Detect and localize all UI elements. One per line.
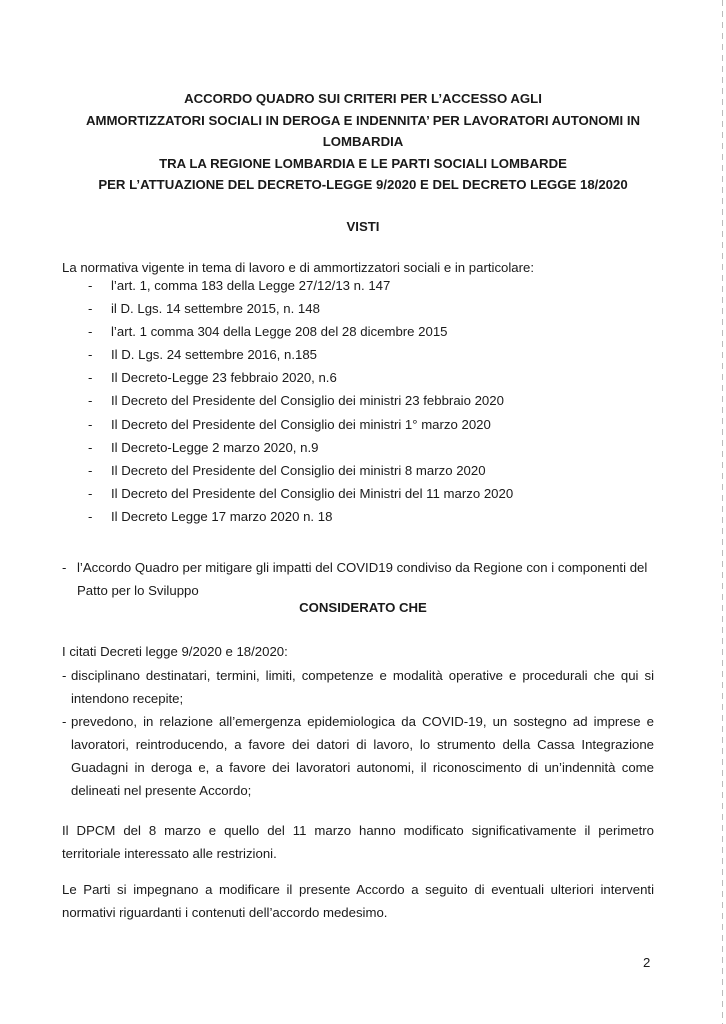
list-item-text: Il Decreto del Presidente del Consiglio dei ministri 8 marzo 2020 [111, 462, 486, 478]
bullet-dash: - [88, 416, 93, 432]
list-item-text: l’art. 1, comma 183 della Legge 27/12/13 n. 147 [111, 278, 391, 293]
list-item [88, 505, 513, 528]
bullet-dash: - [88, 508, 93, 524]
item-dash: - [62, 560, 67, 575]
list-item-text: Il Decreto del Presidente del Consiglio dei ministri 23 febbraio 2020 [111, 393, 504, 409]
bullet-dash: - [88, 347, 93, 363]
list-item-text: Il Decreto del Presidente del Consiglio dei ministri 1° marzo 2020 [111, 416, 491, 432]
title-line: TRA LA REGIONE LOMBARDIA E LE PARTI SOCIALI LOMBARDE [159, 155, 567, 171]
item-dash: - [62, 714, 67, 729]
list-item-text: il D. Lgs. 14 settembre 2015, n. 148 [111, 301, 320, 317]
list-item-text: Il Decreto Legge 17 marzo 2020 n. 18 [111, 508, 333, 524]
list-item [88, 459, 513, 482]
list-item-text: Il Decreto del Presidente del Consiglio dei Ministri del 11 marzo 2020 [111, 485, 514, 501]
bullet-dash: - [88, 324, 93, 340]
list-item-text: Il Decreto-Legge 2 marzo 2020, n.9 [111, 439, 319, 455]
title-line: LOMBARDIA [322, 134, 404, 150]
considerato-item [62, 710, 654, 802]
list-item [88, 320, 513, 343]
scan-edge-line [722, 0, 723, 1024]
considerato-item [62, 664, 654, 710]
list-item-text: l’art. 1 comma 304 della Legge 208 del 28 dicembre 2015 [111, 324, 448, 340]
accordo-item-block [62, 556, 654, 602]
page-number: 2 [643, 955, 651, 970]
considerato-list [62, 664, 654, 802]
considerato-intro: I citati Decreti legge 9/2020 e 18/2020: [62, 644, 288, 659]
visti-intro: La normativa vigente in tema di lavoro e di ammortizzatori sociali e in particolare: [62, 260, 535, 275]
visti-list [88, 274, 513, 528]
bullet-dash: - [88, 439, 93, 455]
list-item [88, 366, 513, 389]
bullet-dash: - [88, 370, 93, 386]
list-item [88, 389, 513, 412]
bullet-dash: - [88, 462, 93, 478]
list-item [88, 482, 513, 505]
visti-heading: VISTI [346, 219, 380, 234]
bullet-dash: - [88, 301, 93, 317]
dpcm-paragraph: Il DPCM del 8 marzo e quello del 11 marzo hanno modificato significativamente il perimetro territoriale interessato alle restrizioni. [62, 823, 654, 861]
list-item-text: Il D. Lgs. 24 settembre 2016, n.185 [111, 347, 317, 363]
considerato-item-text: prevedono, in relazione all’emergenza epidemiologica da COVID-19, un sostegno ad imprese e lavoratori, reintroducendo, a favore dei datori di lavoro, lo strumento della Cassa Integrazione Guadagni in deroga e, a favore dei lavoratori autonomi, il riconoscimento di un’indennità come delineati nel presente Accordo; [71, 714, 654, 798]
list-item [88, 436, 513, 459]
considerato-item-text: disciplinano destinatari, termini, limiti, competenze e modalità operative e procedurali che qui si intendono recepite; [71, 668, 654, 706]
title-line: AMMORTIZZATORI SOCIALI IN DEROGA E INDENNITA’ PER LAVORATORI AUTONOMI IN [85, 112, 641, 128]
parti-paragraph: Le Parti si impegnano a modificare il presente Accordo a seguito di eventuali ulteriori interventi normativi riguardanti i contenuti dell’accordo medesimo. [62, 882, 654, 920]
list-item [88, 413, 513, 436]
title-line: ACCORDO QUADRO SUI CRITERI PER L’ACCESSO AGLI [184, 91, 542, 106]
accordo-item-text: l’Accordo Quadro per mitigare gli impatti del COVID19 condiviso da Regione con i componenti del Patto per lo Sviluppo [77, 560, 648, 598]
list-item-text: Il Decreto-Legge 23 febbraio 2020, n.6 [111, 370, 337, 386]
bullet-dash: - [88, 278, 93, 293]
document-title [70, 88, 656, 196]
bullet-dash: - [88, 485, 93, 501]
considerato-heading: CONSIDERATO CHE [299, 600, 427, 615]
list-item [88, 343, 513, 366]
list-item [88, 274, 513, 297]
list-item [88, 297, 513, 320]
item-dash: - [62, 668, 67, 683]
bullet-dash: - [88, 393, 93, 409]
title-line: PER L’ATTUAZIONE DEL DECRETO-LEGGE 9/2020 E DEL DECRETO LEGGE 18/2020 [98, 177, 628, 193]
accordo-item [62, 556, 654, 602]
